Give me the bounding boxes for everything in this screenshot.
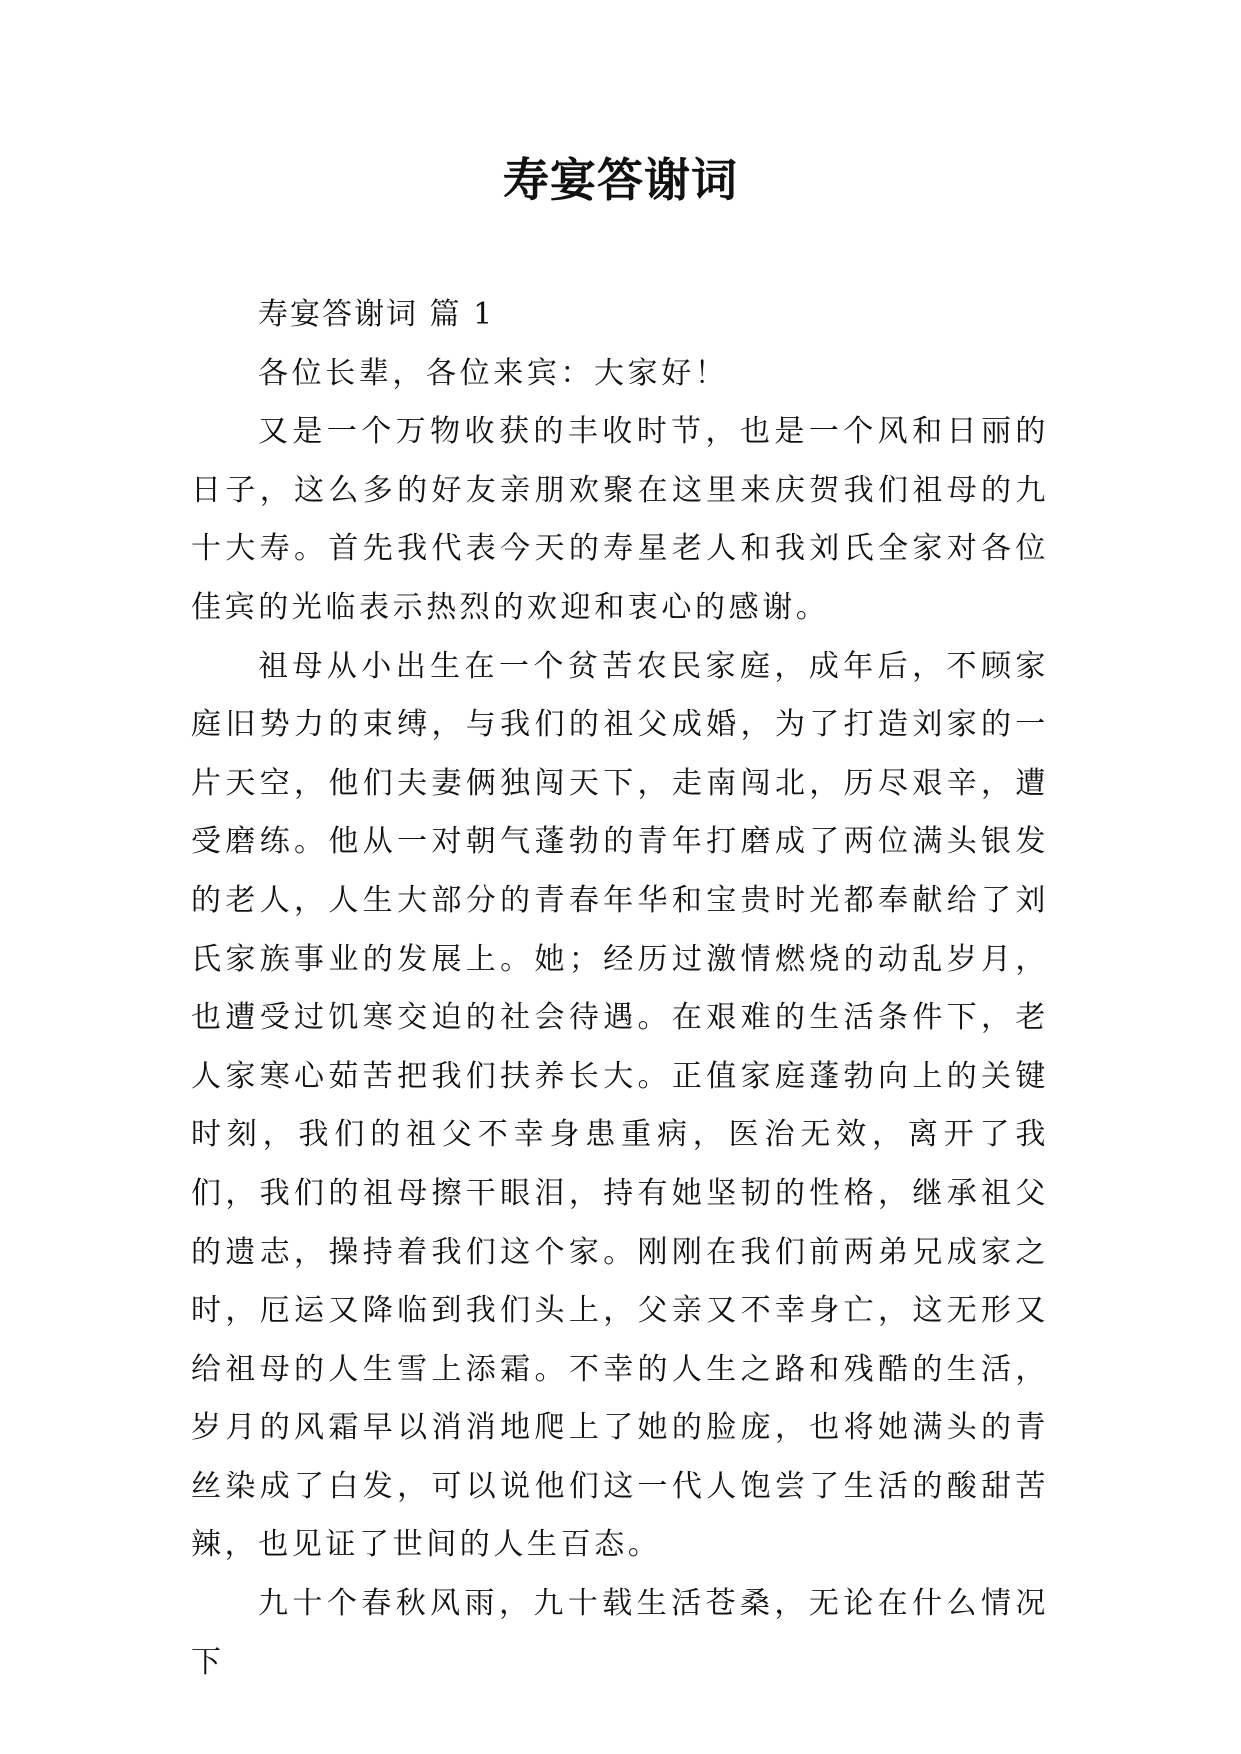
paragraph-greeting: 各位长辈，各位来宾：大家好！ [258, 355, 729, 391]
document-body [191, 286, 1049, 1692]
paragraph-grandmother-story: 祖母从小出生在一个贫苦农民家庭，成年后，不顾家庭旧势力的束缚，与我们的祖父成婚，为了打造刘家的一片天空，他们夫妻俩独闯天下，走南闯北，历尽艰辛，遭受磨练。他从一对朝气蓬勃的青年打磨成了两位满头银发的老人，人生大部分的青春年华和宝贵时光都奉献给了刘氏家族事业的发展上。她；经历过激情燃烧的动乱岁月，也遭受过饥寒交迫的社会待遇。在艰难的生活条件下，老人家寒心茹苦把我们扶养长大。正值家庭蓬勃向上的关键时刻，我们的祖父不幸身患重病，医治无效，离开了我们，我们的祖母擦干眼泪，持有她坚韧的性格，继承祖父的遗志，操持着我们这个家。刚刚在我们前两弟兄成家之时，厄运又降临到我们头上，父亲又不幸身亡，这无形又给祖母的人生雪上添霜。不幸的人生之路和残酷的生活，岁月的风霜早以消消地爬上了她的脸庞，也将她满头的青丝染成了白发，可以说他们这一代人饱尝了生活的酸甜苦辣，也见证了世间的人生百态。 [191, 648, 1049, 1563]
paragraph-opening: 又是一个万物收获的丰收时节，也是一个风和日丽的日子，这么多的好友亲朋欢聚在这里来庆贺我们祖母的九十大寿。首先我代表今天的寿星老人和我刘氏全家对各位佳宾的光临表示热烈的欢迎和衷心的感谢。 [191, 414, 1049, 625]
section-heading: 寿宴答谢词 篇 1 [258, 297, 495, 332]
paragraph-ninety-years: 九十个春秋风雨，九十载生活苍桑，无论在什么情况下 [191, 1586, 1049, 1680]
document-title: 寿宴答谢词 [503, 153, 738, 207]
